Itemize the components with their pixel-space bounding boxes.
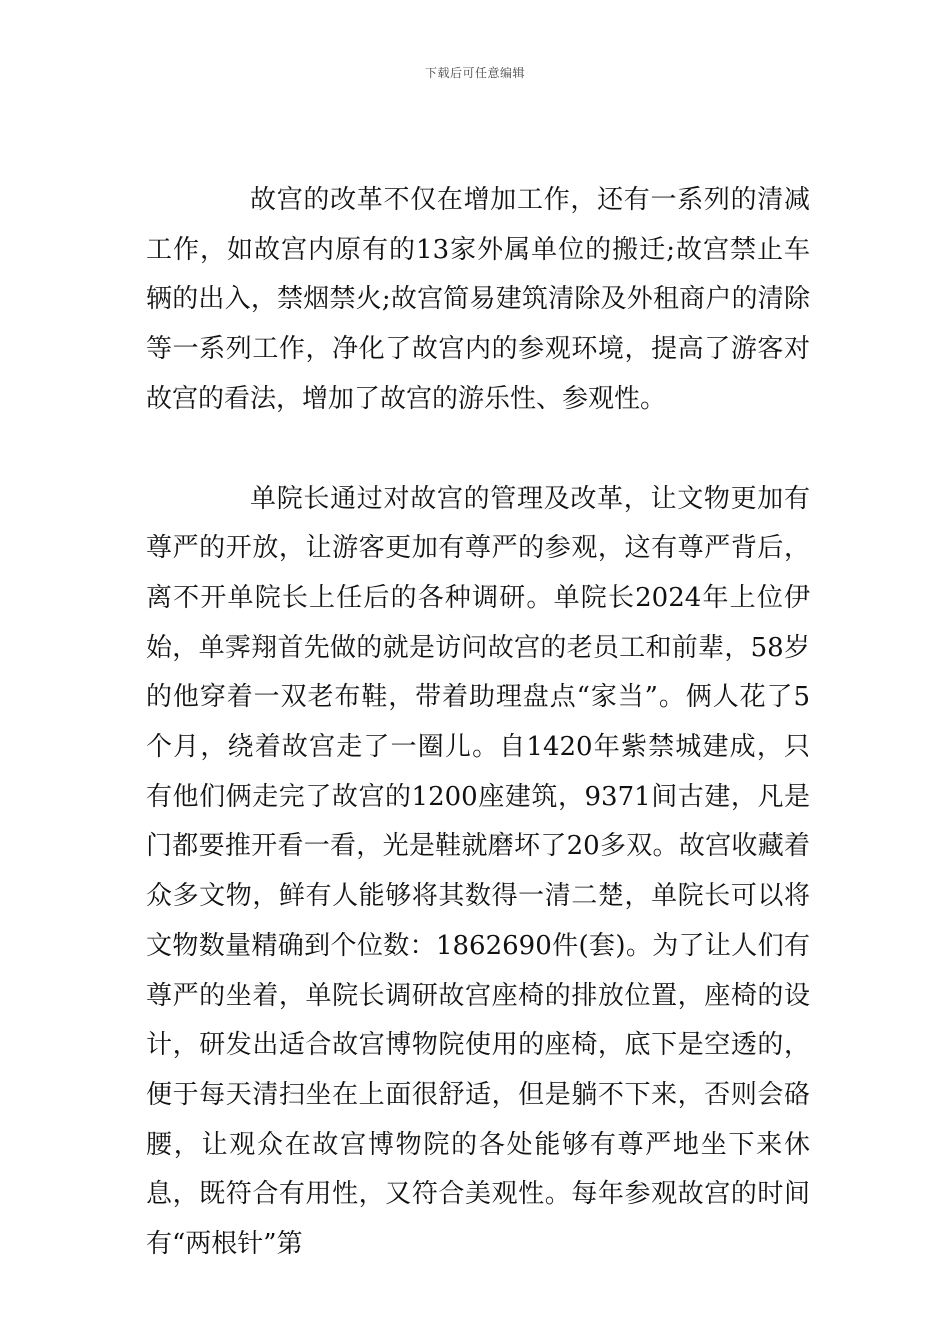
- paragraph-reform-clearing: 故宫的改革不仅在增加工作，还有一系列的清减工作，如故宫内原有的13家外属单位的搬迁;故宫禁止车辆的出入，禁烟禁火;故宫简易建筑清除及外租商户的清除等一系列工作，净化了故宫内的参观环境，提高了游客对故宫的看法，增加了故宫的游乐性、参观性。: [146, 185, 810, 414]
- paragraph-director-research: 单院长通过对故宫的管理及改革，让文物更加有尊严的开放，让游客更加有尊严的参观，这有尊严背后，离不开单院长上任后的各种调研。单院长2024年上位伊始，单霁翔首先做的就是访问故宫的老员工和前辈，58岁的他穿着一双老布鞋，带着助理盘点“家当”。俩人花了5个月，绕着故宫走了一圈儿。自1420年紫禁城建成，只有他们俩走完了故宫的1200座建筑，9371间古建，凡是门都要推开看一看，光是鞋就磨坏了20多双。故宫收藏着众多文物，鲜有人能够将其数得一清二楚，单院长可以将文物数量精确到个位数：1862690件(套)。为了让人们有尊严的坐着，单院长调研故宫座椅的排放位置，座椅的设计，研发出适合故宫博物院使用的座椅，底下是空透的，便于每天清扫坐在上面很舒适，但是躺不下来，否则会硌腰，让观众在故宫博物院的各处能够有尊严地坐下来休息，既符合有用性，又符合美观性。每年参观故宫的时间有“两根针”第: [146, 483, 810, 1260]
- page-header-note: 下载后可任意编辑: [424, 66, 525, 80]
- document-body: [146, 176, 810, 1270]
